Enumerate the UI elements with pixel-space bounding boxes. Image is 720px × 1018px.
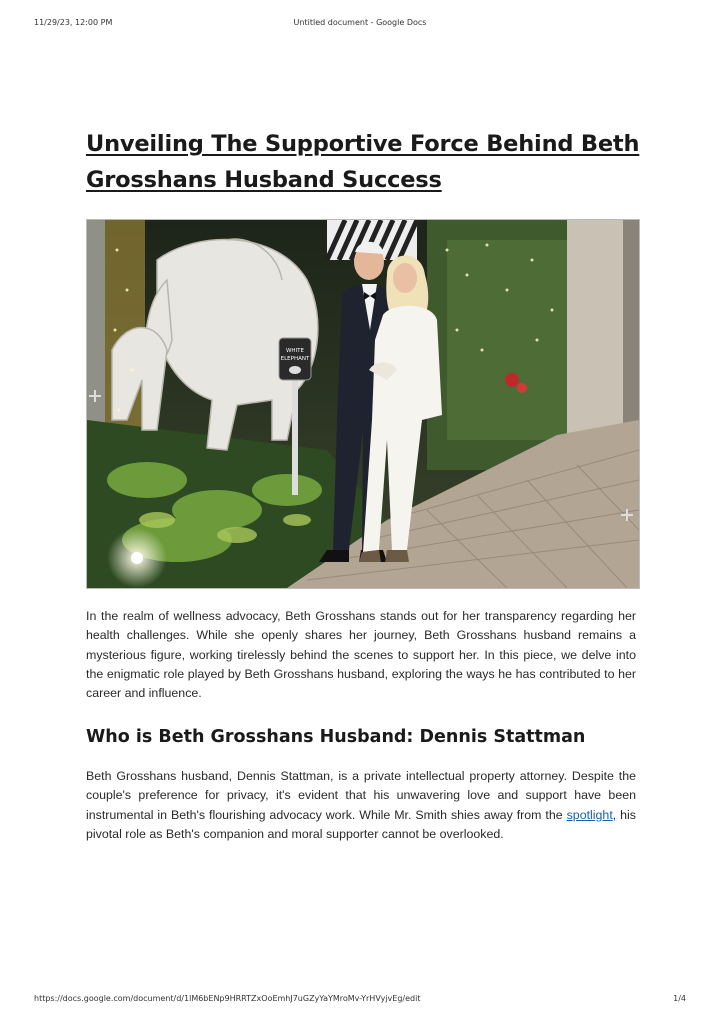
print-datetime: 11/29/23, 12:00 PM [34, 18, 113, 27]
print-doc-title: Untitled document - Google Docs [293, 18, 427, 27]
section-heading: Who is Beth Grosshans Husband: Dennis Stattman [86, 727, 586, 747]
section-text-before-link: Beth Grosshans husband, Dennis Stattman, is a private intellectual property attorney. Despite the couple's preference for privacy, it's evident that his unwavering love and support have been instrumental in Beth's flourishing advocacy work. While Mr. Smith shies away from the [86, 769, 636, 822]
spotlight-link[interactable]: spotlight [566, 807, 613, 822]
sign-text-line2: ELEPHANT [280, 356, 310, 362]
sign-text-line1: WHITE [285, 348, 305, 354]
section-paragraph [86, 767, 636, 844]
section-text-after-link: , his pivotal role as Beth's companion and moral supporter cannot be overlooked. [86, 807, 636, 841]
page-number: 1/4 [673, 994, 686, 1003]
document-url-link[interactable]: https://docs.google.com/document/d/1lM6bENp9HRRTZxOoEmhJ7uGZyYaYMroMv-YrHVyjvEg/edit [34, 994, 421, 1003]
intro-paragraph: In the realm of wellness advocacy, Beth Grosshans stands out for her transparency regarding her health challenges. While she openly shares her journey, Beth Grosshans husband remains a mysterious figure, working tirelessly behind the scenes to support her. In this piece, we delve into the enigmatic role played by Beth Grosshans husband, exploring the ways he has contributed to her career and influence. [86, 609, 636, 701]
article-title: Unveiling The Supportive Force Behind Beth Grosshans Husband Success [86, 131, 640, 193]
article-photo [86, 219, 640, 589]
